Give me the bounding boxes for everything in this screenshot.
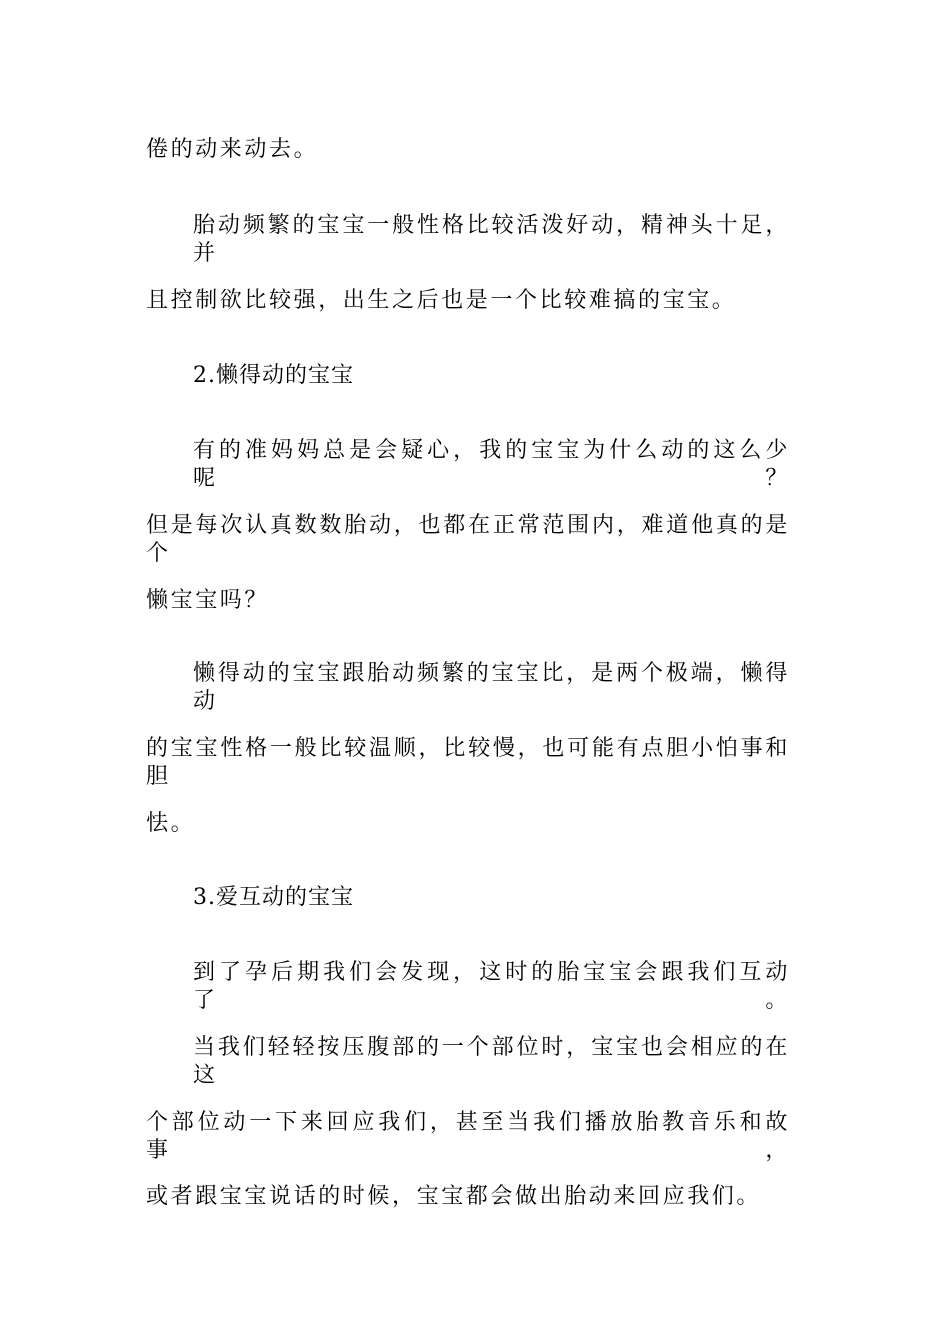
paragraph-line: 当我们轻轻按压腹部的一个部位时，宝宝也会相应的在这 <box>193 1035 790 1088</box>
paragraph-line: 懒得动的宝宝跟胎动频繁的宝宝比，是两个极端，懒得动 <box>193 661 790 714</box>
paragraph-line: 或者跟宝宝说话的时候，宝宝都会做出胎动来回应我们。 <box>146 1184 762 1209</box>
paragraph-line: 个部位动一下来回应我们，甚至当我们播放胎教音乐和故事， <box>146 1110 790 1163</box>
section-heading: 2.懒得动的宝宝 <box>193 363 354 388</box>
paragraph-line: 胎动频繁的宝宝一般性格比较活泼好动，精神头十足，并 <box>193 213 790 266</box>
paragraph-line: 怯。 <box>146 811 196 836</box>
section-heading: 3.爱互动的宝宝 <box>193 885 354 910</box>
paragraph-line: 有的准妈妈总是会疑心，我的宝宝为什么动的这么少呢？ <box>193 438 790 491</box>
paragraph-line: 但是每次认真数数胎动，也都在正常范围内，难道他真的是个 <box>146 513 790 566</box>
paragraph-line: 倦的动来动去。 <box>146 137 319 162</box>
paragraph-line: 的宝宝性格一般比较温顺，比较慢，也可能有点胆小怕事和胆 <box>146 736 790 789</box>
paragraph-line: 且控制欲比较强，出生之后也是一个比较难搞的宝宝。 <box>146 288 737 313</box>
paragraph-line: 懒宝宝吗？ <box>146 588 270 613</box>
paragraph-line: 到了孕后期我们会发现，这时的胎宝宝会跟我们互动了。 <box>193 960 790 1013</box>
